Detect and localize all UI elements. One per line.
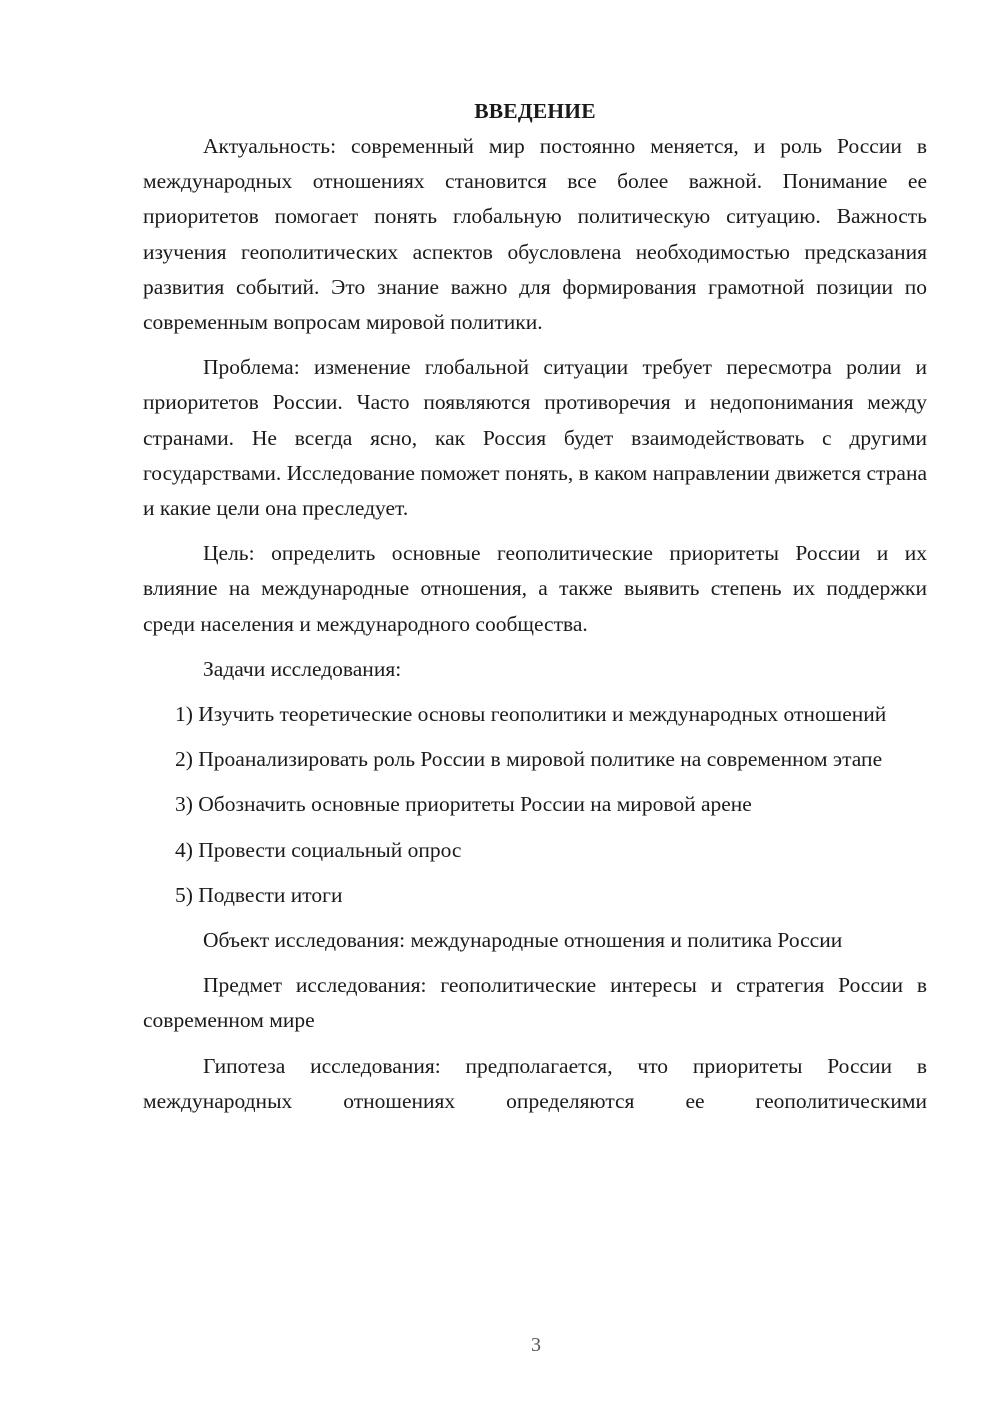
task-item: 3) Обозначить основные приоритеты России на мировой арене bbox=[175, 792, 752, 817]
document-page bbox=[143, 94, 927, 1129]
task-item: 4) Провести социальный опрос bbox=[175, 837, 462, 862]
tasks-heading: Задачи исследования: bbox=[203, 656, 402, 681]
section-title: ВВЕДЕНИЕ bbox=[474, 99, 596, 123]
hypothesis-paragraph: Гипотеза исследования: предполагается, что приоритеты России в международных отношениях определяются ее геополитическими bbox=[143, 1053, 927, 1113]
task-item: 1) Изучить теоретические основы геополитики и международных отношений bbox=[175, 702, 887, 727]
relevance-paragraph: Актуальность: современный мир постоянно меняется, и роль России в международных отношениях становится все более важной. Понимание ее приоритетов помогает понять глобальную политическую ситуацию. Важность изучения геополитических аспектов обусловлена необходимостью предсказания развития событий. Это знание важно для формирования грамотной позиции по современным вопросам мировой политики. bbox=[143, 134, 927, 335]
object-paragraph: Объект исследования: международные отношения и политика России bbox=[203, 928, 843, 953]
task-item: 2) Проанализировать роль России в мировой политике на современном этапе bbox=[175, 747, 883, 772]
task-item: 5) Подвести итоги bbox=[175, 882, 343, 907]
tasks-list bbox=[143, 697, 927, 913]
subject-paragraph: Предмет исследования: геополитические интересы и стратегия России в современном мире bbox=[143, 973, 927, 1033]
problem-paragraph: Проблема: изменение глобальной ситуации требует пересмотра ролии и приоритетов России. Часто появляются противоречия и недопонимания между странами. Не всегда ясно, как Россия будет взаимодействовать с другими государствами. Исследование поможет понять, в каком направлении движется страна и какие цели она преследует. bbox=[143, 355, 927, 521]
goal-paragraph: Цель: определить основные геополитические приоритеты России и их влияние на международные отношения, а также выявить степень их поддержки среди населения и международного сообщества. bbox=[143, 541, 927, 636]
page-number: 3 bbox=[531, 1334, 541, 1356]
